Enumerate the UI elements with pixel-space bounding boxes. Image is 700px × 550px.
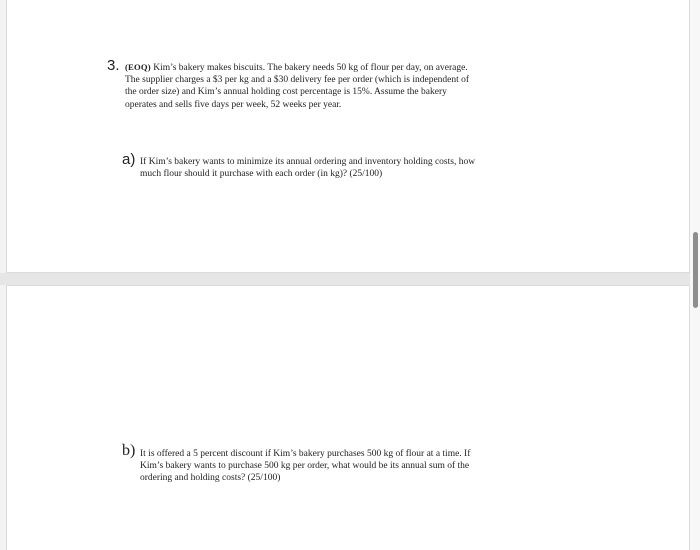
part-a-marker: a): [122, 151, 136, 168]
question-line-4: operates and sells five days per week, 52 weeks per year.: [125, 99, 342, 110]
question-line-2: The supplier charges a $3 per kg and a $30 delivery fee per order (which is independent of: [125, 75, 470, 86]
part-b-text: [140, 448, 470, 485]
question-text: [125, 61, 469, 111]
part-b-marker: b): [122, 442, 136, 459]
question-tag: (EOQ): [125, 62, 151, 72]
question-line-3: the order size) and Kim’s annual holding cost percentage is 15%. Assume the bakery: [125, 87, 447, 98]
scrollbar-thumb[interactable]: [693, 232, 698, 308]
question-number: 3.: [107, 57, 120, 74]
question-line-1-text: Kim’s bakery makes biscuits. The bakery needs 50 kg of flour per day, on average.: [153, 63, 468, 73]
document-page-1: [6, 0, 690, 273]
part-a-text: [140, 156, 475, 180]
part-a-line-1: If Kim’s bakery wants to minimize its annual ordering and inventory holding costs, how: [140, 157, 476, 167]
document-page-2: [6, 285, 690, 550]
question-line-1: [125, 61, 469, 74]
page-divider: [0, 273, 700, 285]
part-a-line-2: much flour should it purchase with each order (in kg)? (25/100): [140, 169, 383, 180]
part-b-line-2: Kim’s bakery wants to purchase 500 kg per order, what would be its annual sum of the: [140, 461, 470, 472]
part-b-line-1: It is offered a 5 percent discount if Kim’s bakery purchases 500 kg of flour at a time. If: [140, 449, 471, 459]
part-b-line-3: ordering and holding costs? (25/100): [140, 473, 281, 484]
